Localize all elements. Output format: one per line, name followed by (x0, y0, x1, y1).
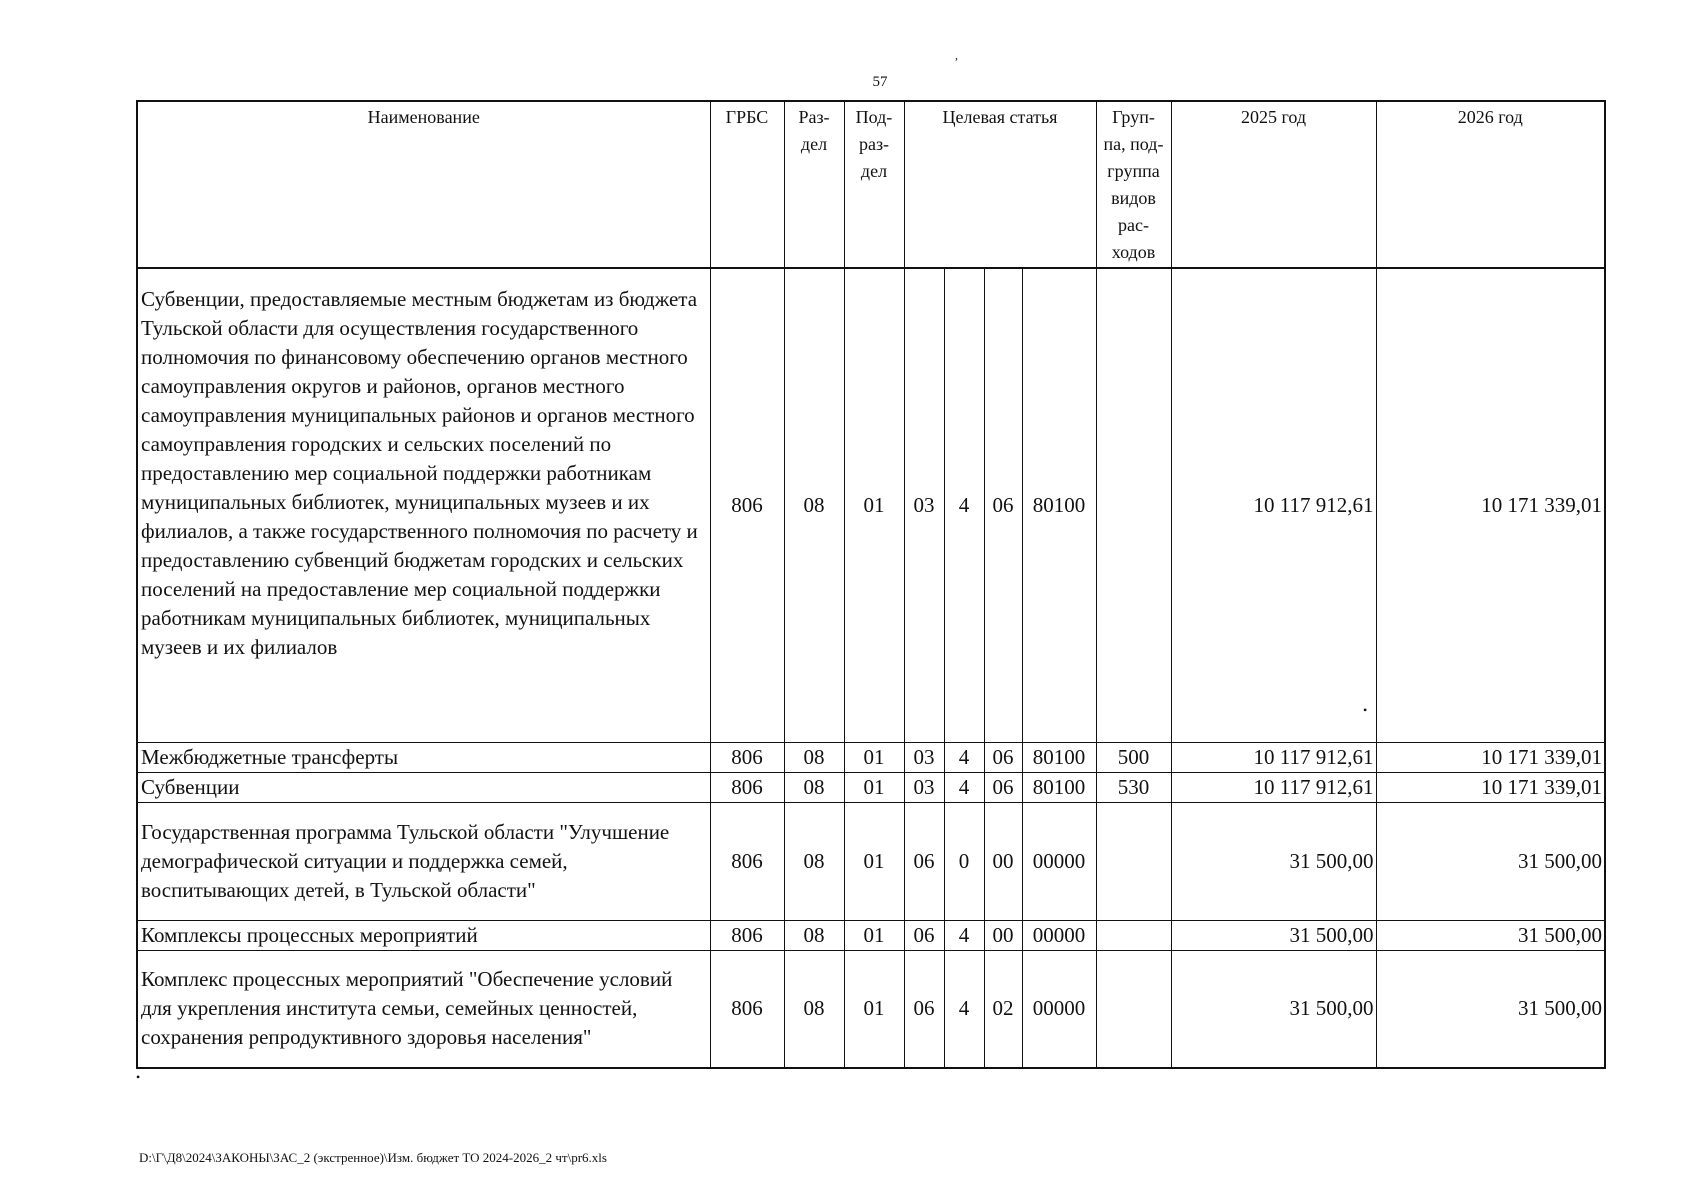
header-podrazdel: Под- раз- дел (844, 101, 904, 268)
budget-table (136, 100, 1606, 1069)
row-grbs: 806 (710, 920, 784, 950)
row-group (1096, 920, 1171, 950)
table-row (137, 268, 1605, 742)
row-target-type: 0 (944, 802, 984, 920)
row-grbs: 806 (710, 742, 784, 772)
row-podrazdel: 01 (844, 742, 904, 772)
header-2026: 2026 год (1376, 101, 1605, 268)
row-2026: 31 500,00 (1376, 802, 1605, 920)
row-razdel: 08 (784, 920, 844, 950)
row-target-complex: 02 (984, 950, 1022, 1068)
row-podrazdel: 01 (844, 950, 904, 1068)
row-target-direction: 00000 (1022, 802, 1096, 920)
row-target-complex: 00 (984, 802, 1022, 920)
row-name: Государственная программа Тульской области "Улучшение демографической ситуации и поддержка семей, воспитывающих детей, в Тульской области" (137, 802, 710, 920)
scan-speck: • (1363, 703, 1368, 717)
row-group (1096, 950, 1171, 1068)
row-target-program: 03 (904, 772, 944, 802)
row-target-program: 03 (904, 268, 944, 742)
row-name: Субвенции, предоставляемые местным бюджетам из бюджета Тульской области для осуществления государственного полномочия по финансовому обеспечению органов местного самоуправления округов и районов, органов местного самоуправления муниципальных районов и органов местного самоуправления городских и сельских поселений по предоставлению мер социальной поддержки работникам муниципальных библиотек, муниципальных музеев и их филиалов, а также государственного полномочия по расчету и предоставлению субвенций бюджетам городских и сельских поселений на предоставление мер социальной поддержки работникам муниципальных библиотек, муниципальных музеев и их филиалов (137, 268, 710, 742)
row-group (1096, 802, 1171, 920)
row-target-program: 06 (904, 950, 944, 1068)
row-group: 530 (1096, 772, 1171, 802)
row-razdel: 08 (784, 772, 844, 802)
row-target-type: 4 (944, 772, 984, 802)
row-2026: 10 171 339,01 (1376, 772, 1605, 802)
row-razdel: 08 (784, 950, 844, 1068)
row-2025: 10 117 912,61 (1171, 268, 1376, 742)
row-target-complex: 06 (984, 772, 1022, 802)
row-2025: 31 500,00 (1171, 802, 1376, 920)
header-grbs: ГРБС (710, 101, 784, 268)
header-group: Груп- па, под- группа видов рас- ходов (1096, 101, 1171, 268)
row-podrazdel: 01 (844, 920, 904, 950)
row-2025: 10 117 912,61 (1171, 772, 1376, 802)
table-row (137, 742, 1605, 772)
row-razdel: 08 (784, 802, 844, 920)
scan-speck: • (136, 1070, 141, 1084)
row-grbs: 806 (710, 950, 784, 1068)
row-razdel: 08 (784, 742, 844, 772)
row-target-complex: 06 (984, 742, 1022, 772)
row-target-direction: 80100 (1022, 772, 1096, 802)
row-podrazdel: 01 (844, 802, 904, 920)
scan-mark: , (955, 48, 958, 62)
row-target-complex: 06 (984, 268, 1022, 742)
row-2026: 31 500,00 (1376, 920, 1605, 950)
header-2025: 2025 год (1171, 101, 1376, 268)
header-razdel: Раз- дел (784, 101, 844, 268)
row-name: Межбюджетные трансферты (137, 742, 710, 772)
row-target-type: 4 (944, 742, 984, 772)
row-group: 500 (1096, 742, 1171, 772)
header-name: Наименование (137, 101, 710, 268)
table-row (137, 920, 1605, 950)
row-group (1096, 268, 1171, 742)
row-2025: 31 500,00 (1171, 920, 1376, 950)
row-name: Комплексы процессных мероприятий (137, 920, 710, 950)
row-target-type: 4 (944, 920, 984, 950)
table-row (137, 950, 1605, 1068)
row-target-direction: 00000 (1022, 920, 1096, 950)
row-2026: 10 171 339,01 (1376, 268, 1605, 742)
table-row (137, 772, 1605, 802)
row-target-type: 4 (944, 950, 984, 1068)
page-number: 57 (872, 74, 888, 90)
row-target-program: 06 (904, 802, 944, 920)
row-2025: 31 500,00 (1171, 950, 1376, 1068)
row-name: Субвенции (137, 772, 710, 802)
header-target: Целевая статья (904, 101, 1096, 268)
table-header-row (137, 101, 1605, 268)
row-razdel: 08 (784, 268, 844, 742)
file-path-footer: D:\Г\Д8\2024\ЗАКОНЫ\ЗАС_2 (экстренное)\Изм. бюджет ТО 2024-2026_2 чт\pr6.xls (139, 1150, 607, 1165)
row-grbs: 806 (710, 268, 784, 742)
row-target-program: 03 (904, 742, 944, 772)
row-podrazdel: 01 (844, 268, 904, 742)
row-name: Комплекс процессных мероприятий "Обеспечение условий для укрепления института семьи, семейных ценностей, сохранения репродуктивного здоровья населения" (137, 950, 710, 1068)
row-2026: 10 171 339,01 (1376, 742, 1605, 772)
row-2026: 31 500,00 (1376, 950, 1605, 1068)
row-2025: 10 117 912,61 (1171, 742, 1376, 772)
row-podrazdel: 01 (844, 772, 904, 802)
row-target-complex: 00 (984, 920, 1022, 950)
table-row (137, 802, 1605, 920)
row-target-direction: 00000 (1022, 950, 1096, 1068)
row-grbs: 806 (710, 802, 784, 920)
row-target-type: 4 (944, 268, 984, 742)
row-grbs: 806 (710, 772, 784, 802)
row-target-direction: 80100 (1022, 742, 1096, 772)
row-target-direction: 80100 (1022, 268, 1096, 742)
row-target-program: 06 (904, 920, 944, 950)
